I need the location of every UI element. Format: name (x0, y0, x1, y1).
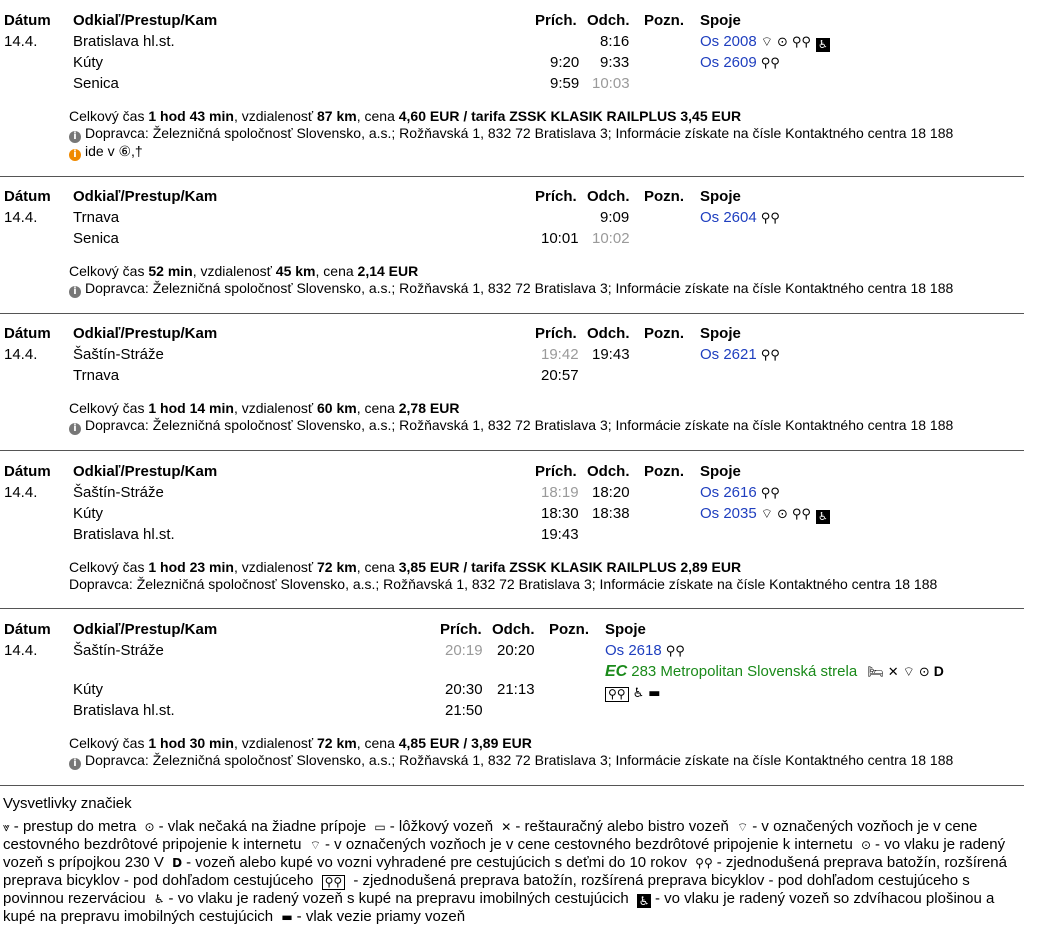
stop-name: Bratislava hl.st. (73, 526, 175, 543)
info-icon: i (69, 286, 81, 298)
stop-name: Šaštín-Stráže (73, 642, 164, 659)
header-note: Pozn. (644, 325, 684, 342)
stop-departure: 20:20 (497, 642, 535, 659)
info-icon: i (69, 149, 81, 161)
connection-os-2616 (700, 482, 780, 503)
header-note: Pozn. (644, 188, 684, 205)
bicycle-reservation-icon: ⚲⚲ (322, 875, 346, 890)
stop-departure: 10:03 (592, 75, 630, 92)
stop-arrival: 18:30 (541, 505, 579, 522)
ec-logo: EC (605, 663, 628, 680)
stop-name: Kúty (73, 505, 104, 522)
stop-departure: 19:43 (592, 346, 630, 363)
connection-os-2609 (700, 52, 780, 73)
divider (0, 313, 1024, 314)
header-arrival: Prích. (535, 325, 577, 342)
connection-os-2604 (700, 207, 780, 228)
stop-arrival: 19:42 (541, 346, 579, 363)
direct-car-icon: ▬ (281, 910, 293, 924)
trip-date: 14.4. (4, 33, 38, 50)
stop-arrival: 20:19 (445, 642, 483, 659)
wheelchair-icon: ♿ (816, 510, 830, 524)
wifi-icon: ⌔ (760, 507, 773, 522)
header-route: Odkiaľ/Prestup/Kam (73, 12, 218, 29)
header-departure: Odch. (587, 325, 630, 342)
train-link[interactable]: Os 2609 (700, 54, 757, 71)
header-date: Dátum (4, 12, 51, 29)
legend: ⩔ - prestup do metra ⊙ - vlak nečaká na žiadne prípoje ▭ - lôžkový vozeň ✕ - reštauračný alebo bistro vozeň ⌔ - v označených vozňoch je v cene cestovného bezdrôtové pripojenie k internetu ⌔ - v označených vozňoch je v cene cestovného bezdrôtové pripojenie k internetu ⊙ - vo vlaku je radený vozeň s prípojkou 230 V D - vozeň alebo kupé vo vozni vyhradené pre cestujúcich s deťmi do 10 rokov ⚲⚲ - zjednodušená preprava batožín, rozšírená preprava bicyklov - pod dohľadom cestujúceho ⚲⚲ - zjednodušená preprava batožín, rozšírená preprava bicyklov - pod dohľadom cestujúceho s povinnou rezerváciou ♿ - vo vlaku je radený vozeň s kupé na prepravu imobilných cestujúcich ♿ - vo vlaku je radený vozeň so zdvíhacou plošinou a kupé na prepravu imobilných cestujúcich ▬ - vlak vezie priamy vozeň (3, 818, 1007, 925)
power-socket-icon: ⊙ (860, 838, 872, 852)
header-arrival: Prích. (535, 463, 577, 480)
train-link[interactable]: Os 2618 (605, 642, 662, 659)
header-connections: Spoje (700, 12, 741, 29)
header-note: Pozn. (549, 621, 589, 638)
stop-name: Bratislava hl.st. (73, 702, 175, 719)
bicycle-icon: ⚲⚲ (695, 856, 713, 870)
restaurant-icon: ✕ (501, 820, 512, 834)
divider (0, 450, 1024, 451)
connection-os-2618 (605, 640, 685, 661)
ec-train-link[interactable]: 283 Metropolitan Slovenská strela (631, 663, 858, 680)
header-date: Dátum (4, 188, 51, 205)
no-wait-icon: ⊙ (144, 820, 155, 834)
stop-departure: 8:16 (600, 33, 630, 50)
metro-icon: ⩔ (3, 820, 10, 834)
header-date: Dátum (4, 325, 51, 342)
trip-date: 14.4. (4, 642, 38, 659)
info-icon: i (69, 423, 81, 435)
sleeping-car-icon: ▭ (374, 820, 386, 834)
header-date: Dátum (4, 463, 51, 480)
train-link[interactable]: Os 2604 (700, 209, 757, 226)
trip-date: 14.4. (4, 484, 38, 501)
header-connections: Spoje (700, 188, 741, 205)
stop-arrival: 18:19 (541, 484, 579, 501)
divider (0, 608, 1024, 609)
stop-name: Trnava (73, 367, 120, 384)
stop-departure: 9:33 (600, 54, 630, 71)
wheelchair-icon: ♿ (153, 892, 165, 906)
header-connections: Spoje (700, 325, 741, 342)
no-wait-icon: ⊙ (776, 35, 788, 50)
operation-note: i ide v ⑥,† (69, 143, 143, 161)
wheelchair-icon: ♿ (816, 38, 830, 52)
no-wait-icon: ⊙ (776, 507, 788, 522)
connection-os-2035 (700, 503, 830, 524)
stop-name: Kúty (73, 54, 104, 71)
bicycle-reservation-icon: ⚲⚲ (605, 687, 629, 702)
train-link[interactable]: Os 2621 (700, 346, 757, 363)
stop-name: Šaštín-Stráže (73, 346, 164, 363)
carrier-info: Dopravca: Železničná spoločnosť Slovensko, a.s.; Rožňavská 1, 832 72 Bratislava 3; Informácie získate na čísle Kontaktného centra 18 188 (69, 576, 938, 592)
restaurant-icon: ✕ (887, 665, 899, 680)
header-note: Pozn. (644, 463, 684, 480)
trip-summary: Celkový čas 1 hod 23 min, vzdialenosť 72 km, cena 3,85 EUR / tarifa ZSSK KLASIK RAILPLUS 2,89 EUR (69, 559, 742, 575)
wifi-icon: ⌔ (309, 838, 321, 852)
wifi-icon: ⌔ (736, 820, 749, 834)
stop-departure: 10:02 (592, 230, 630, 247)
connection-os-2621 (700, 344, 780, 365)
header-connections: Spoje (700, 463, 741, 480)
header-route: Odkiaľ/Prestup/Kam (73, 621, 218, 638)
stop-arrival: 9:20 (550, 54, 580, 71)
connection-os-2008 (700, 31, 830, 52)
carrier-info: i Dopravca: Železničná spoločnosť Slovensko, a.s.; Rožňavská 1, 832 72 Bratislava 3; Informácie získate na čísle Kontaktného centra 18 188 (69, 417, 953, 435)
stop-arrival: 19:43 (541, 526, 579, 543)
family-compartment-icon: D (933, 663, 944, 679)
stop-departure: 9:09 (600, 209, 630, 226)
stop-departure: 18:38 (592, 505, 630, 522)
bicycle-icon: ⚲⚲ (665, 644, 685, 659)
stop-departure: 18:20 (592, 484, 630, 501)
divider (0, 176, 1024, 177)
header-date: Dátum (4, 621, 51, 638)
wheelchair-icon: ♿ (632, 686, 645, 701)
trip-summary: Celkový čas 52 min, vzdialenosť 45 km, cena 2,14 EUR (69, 263, 419, 279)
header-route: Odkiaľ/Prestup/Kam (73, 188, 218, 205)
header-arrival: Prích. (535, 12, 577, 29)
stop-arrival: 9:59 (550, 75, 580, 92)
wifi-icon: ⌔ (902, 665, 915, 680)
stop-name: Trnava (73, 209, 120, 226)
train-link[interactable]: Os 2035 (700, 505, 757, 522)
stop-name: Senica (73, 230, 119, 247)
trip-date: 14.4. (4, 209, 38, 226)
info-icon: i (69, 758, 81, 770)
header-route: Odkiaľ/Prestup/Kam (73, 325, 218, 342)
bicycle-icon: ⚲⚲ (760, 486, 780, 501)
stop-name: Senica (73, 75, 119, 92)
carrier-info: i Dopravca: Železničná spoločnosť Slovensko, a.s.; Rožňavská 1, 832 72 Bratislava 3; Informácie získate na čísle Kontaktného centra 18 188 (69, 125, 953, 143)
header-note: Pozn. (644, 12, 684, 29)
stop-arrival: 10:01 (541, 230, 579, 247)
header-connections: Spoje (605, 621, 646, 638)
header-departure: Odch. (587, 188, 630, 205)
carrier-info: i Dopravca: Železničná spoločnosť Slovensko, a.s.; Rožňavská 1, 832 72 Bratislava 3; Informácie získate na čísle Kontaktného centra 18 188 (69, 752, 953, 770)
wifi-icon: ⌔ (760, 35, 773, 50)
stop-name: Kúty (73, 681, 104, 698)
direct-car-icon: ▬ (648, 686, 661, 701)
header-arrival: Prích. (440, 621, 482, 638)
stop-departure: 21:13 (497, 681, 535, 698)
bicycle-icon: ⚲⚲ (760, 348, 780, 363)
train-link[interactable]: Os 2616 (700, 484, 757, 501)
no-wait-icon: ⊙ (918, 665, 930, 680)
stop-arrival: 20:30 (445, 681, 483, 698)
header-departure: Odch. (587, 12, 630, 29)
bicycle-icon: ⚲⚲ (760, 211, 780, 226)
sleeping-car-icon: 🛏 (867, 665, 884, 680)
bicycle-icon: ⚲⚲ (791, 35, 811, 50)
family-compartment-icon: D (172, 856, 183, 870)
bicycle-icon: ⚲⚲ (760, 56, 780, 71)
carrier-info: i Dopravca: Železničná spoločnosť Slovensko, a.s.; Rožňavská 1, 832 72 Bratislava 3; Informácie získate na čísle Kontaktného centra 18 188 (69, 280, 953, 298)
trip-summary: Celkový čas 1 hod 30 min, vzdialenosť 72 km, cena 4,85 EUR / 3,89 EUR (69, 735, 532, 751)
legend-title: Vysvetlivky značiek (3, 795, 132, 812)
trip-summary: Celkový čas 1 hod 14 min, vzdialenosť 60 km, cena 2,78 EUR (69, 400, 460, 416)
stop-name: Bratislava hl.st. (73, 33, 175, 50)
header-departure: Odch. (492, 621, 535, 638)
info-icon: i (69, 131, 81, 143)
trip-summary: Celkový čas 1 hod 43 min, vzdialenosť 87 km, cena 4,60 EUR / tarifa ZSSK KLASIK RAILPLUS 3,45 EUR (69, 108, 742, 124)
header-arrival: Prích. (535, 188, 577, 205)
bicycle-icon: ⚲⚲ (791, 507, 811, 522)
stop-arrival: 20:57 (541, 367, 579, 384)
trip-date: 14.4. (4, 346, 38, 363)
connection-ec-283-icons (605, 682, 661, 703)
header-departure: Odch. (587, 463, 630, 480)
train-link[interactable]: Os 2008 (700, 33, 757, 50)
divider (0, 785, 1024, 786)
connection-ec-283 (605, 661, 944, 682)
stop-arrival: 21:50 (445, 702, 483, 719)
stop-name: Šaštín-Stráže (73, 484, 164, 501)
header-route: Odkiaľ/Prestup/Kam (73, 463, 218, 480)
wheelchair-lift-icon: ♿ (638, 894, 650, 908)
